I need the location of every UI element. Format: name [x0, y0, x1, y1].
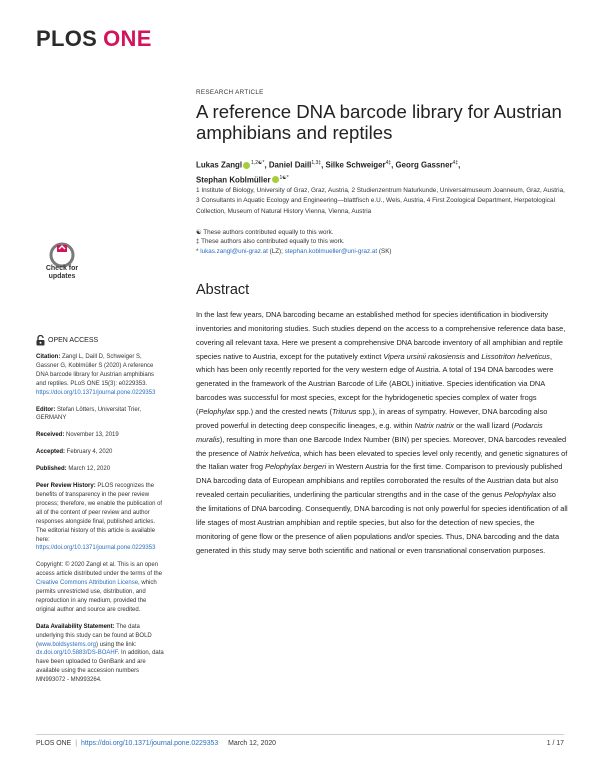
license-link[interactable]: Creative Commons Attribution License: [36, 580, 139, 587]
email-link[interactable]: stephan.koblmueller@uni-graz.at: [284, 247, 378, 255]
meta-text: November 13, 2019: [64, 432, 119, 439]
abstract-text: spp.), in areas of sympatry. However, DNA barcoding also proved powerful in detecting deep conspecific lineages, e.g. within: [196, 407, 548, 430]
article-metadata: [36, 353, 164, 693]
abstract-text: , which has been elevated to species level only recently, and genetic signatures of the Italian water frog: [196, 448, 568, 472]
published-date: [36, 465, 164, 474]
peer-review-link[interactable]: https://doi.org/10.1371/journal.pone.0229353: [36, 545, 156, 552]
species-name: Natrix helvetica: [249, 448, 300, 458]
bold-link[interactable]: www.boldsystems.org: [38, 641, 97, 648]
species-name: Natrix natrix: [414, 420, 455, 430]
abstract-heading: Abstract: [196, 282, 250, 298]
author-name[interactable]: Stephan Koblmüller: [196, 175, 271, 185]
open-access-label: OPEN ACCESS: [48, 337, 99, 344]
footer-journal: PLOS ONE: [36, 740, 72, 747]
correspondence-note: [196, 247, 566, 256]
author-list: [196, 157, 576, 186]
meta-label: Received:: [36, 432, 65, 439]
also-contributed-note: ‡ These authors also contributed equally to this work.: [196, 238, 345, 246]
species-name: Pelophylax: [198, 407, 235, 417]
meta-text: Zangl L, Daill D, Schweiger S, Gassner G, Koblmüller S (2020) A reference DNA barcode library for Austrian amphibians and reptiles. PLoS ONE 15(3): e0229353.: [36, 354, 155, 387]
open-access-badge: [36, 335, 98, 346]
citation: [36, 353, 164, 398]
doi-link[interactable]: https://doi.org/10.1371/journal.pone.0229353: [36, 389, 156, 396]
author-name[interactable]: , Daniel Daill: [264, 160, 312, 170]
abstract-text: spp.) and the crested newts (: [234, 407, 332, 417]
meta-label: Peer Review History:: [36, 483, 96, 490]
species-name: Vipera ursinii rakosiensis: [383, 351, 465, 361]
footer-separator: |: [75, 740, 78, 747]
logo-one: ONE: [103, 26, 152, 51]
meta-text: February 4, 2020: [65, 449, 113, 456]
author-sep: ,: [458, 160, 461, 170]
author-name[interactable]: Lukas Zangl: [196, 160, 243, 170]
note-text: (LZ);: [267, 247, 285, 255]
editor: [36, 406, 164, 424]
article-type-label: RESEARCH ARTICLE: [196, 89, 264, 96]
affiliations: 1 Institute of Biology, University of Graz, Graz, Austria, 2 Studienzentrum Naturkunde, Universalmuseum Joanneum, Graz, Austria, 3 Consultants in Aquatic Ecology and Engineering—blattfisch e.U., Wels, Austria, 4 First Zoological Department, Herpetological Collection, Museum of Natural History Vienna, Vienna, Austria: [196, 187, 565, 215]
note-text: (SK): [377, 247, 392, 255]
footer-separator: [222, 740, 224, 747]
note-prefix: *: [196, 247, 201, 255]
badge-line: updates: [48, 273, 76, 280]
check-for-updates-label[interactable]: [36, 265, 88, 281]
author-name[interactable]: , Silke Schweiger: [321, 160, 386, 170]
abstract-text: and: [464, 351, 482, 361]
received-date: [36, 431, 164, 440]
journal-logo: [36, 26, 152, 52]
equal-contribution-note: ☯ These authors contributed equally to this work.: [196, 229, 334, 236]
author-notes: [196, 228, 566, 256]
orcid-icon[interactable]: [272, 176, 279, 183]
species-name: Lissotriton helveticus: [481, 351, 550, 361]
abstract-text: In the last few years, DNA barcoding became an established method for species identification in biodiversity inventories and monitoring studies. Such studies depend on the access to a comprehensive reference data base, covering all relevant taxa. Here we present a comprehensive DNA barcode inventory of all amphibian and reptile species native to Austria, except for the putatively extinct: [196, 310, 566, 361]
peer-review-history: [36, 482, 164, 553]
species-name: Triturus: [332, 407, 357, 417]
meta-text: Copyright: © 2020 Zangl et al. This is an open access article distributed under the terms of the: [36, 562, 163, 578]
author-affil-sup: 4‡: [385, 160, 392, 166]
meta-text: Stefan Lötters, Universitat Trier, GERMANY: [36, 406, 142, 422]
badge-line: Check for: [45, 265, 79, 272]
meta-text: ) using the link:: [96, 641, 137, 648]
species-name: Pelophylax: [504, 490, 541, 500]
author-affil-sup: 1,2☯*: [251, 160, 265, 166]
page-footer: [36, 734, 564, 747]
species-name: Pelophylax bergeri: [265, 462, 327, 472]
author-affil-sup: 4‡: [452, 160, 459, 166]
open-lock-icon: [36, 335, 45, 346]
abstract-text: ), resulting in more than one Barcode Index Number (BIN) per species. Moreover, DNA barcodes revealed the presence of: [196, 434, 567, 458]
data-availability: [36, 623, 164, 685]
meta-text: , which permits unrestricted use, distribution, and reproduction in any medium, provided the original author and source are credited.: [36, 580, 157, 613]
abstract-body: [196, 308, 568, 557]
accepted-date: [36, 448, 164, 457]
meta-label: Published:: [36, 466, 67, 473]
email-link[interactable]: lukas.zangl@uni-graz.at: [200, 247, 268, 255]
dataset-doi-link[interactable]: dx.doi.org/10.5883/DS-BOAHF: [36, 650, 118, 657]
abstract-text: in Western Austria for the first time. Comparison to previously published DNA barcoding data of European amphibians and reptiles corroborated the results of the Austrian data but also revealed certain peculiarities, underlining the particular strengths and in the case of the genus: [196, 462, 563, 500]
meta-text: The data underlying this study can be found at BOLD (: [36, 623, 152, 648]
author-affil-sup: 1,3‡: [311, 160, 322, 166]
orcid-icon[interactable]: [243, 162, 250, 169]
abstract-text: also the limitations of DNA barcoding. Consequently, DNA barcoding is not only powerful for species identification of all life stages of most Austrian amphibian and reptile species, but also for the detection of new species, the monitoring of gene flow or the presence of alien populations and/or species. Thus, DNA barcoding and the data generated in this study may serve both scientific and national or even transnational conservation purposes.: [196, 490, 568, 555]
meta-label: Accepted:: [36, 449, 66, 456]
meta-text: PLOS recognizes the benefits of transparency in the peer review process; therefore, we enable the publication of all of the content of peer review and author responses alongside final, published articles. The editorial history of this article is available here:: [36, 483, 163, 543]
abstract-text: , which has been only recently reported for the very western edge of Austria. A total of 194 DNA barcodes were generated in the framework of the Austrian Barcode of Life (ABOL) initiative. Species identification via DNA barcodes was successful for most species, except for the hybridogenetic species complex of water frogs (: [196, 351, 554, 417]
footer-doi-link[interactable]: https://doi.org/10.1371/journal.pone.0229353: [81, 740, 219, 747]
author-name[interactable]: , Georg Gassner: [391, 160, 453, 170]
meta-text: March 12, 2020: [66, 466, 111, 473]
meta-label: Editor:: [36, 406, 56, 413]
meta-text: . In addition, data have been uploaded to GenBank and are available using the accession numbers MN993072 - MN993264.: [36, 650, 164, 684]
meta-label: Citation:: [36, 354, 61, 360]
meta-label: Data Availability Statement:: [36, 623, 115, 630]
article-title: A reference DNA barcode library for Austrian amphibians and reptiles: [196, 101, 562, 143]
logo-plos: PLOS: [36, 26, 98, 51]
species-name: Podarcis muralis: [196, 420, 543, 444]
footer-date: March 12, 2020: [228, 740, 277, 747]
author-affil-sup: 1☯*: [279, 174, 289, 181]
page-number: 1 / 17: [546, 740, 564, 747]
copyright: [36, 561, 164, 614]
abstract-text: or the wall lizard (: [454, 420, 514, 430]
